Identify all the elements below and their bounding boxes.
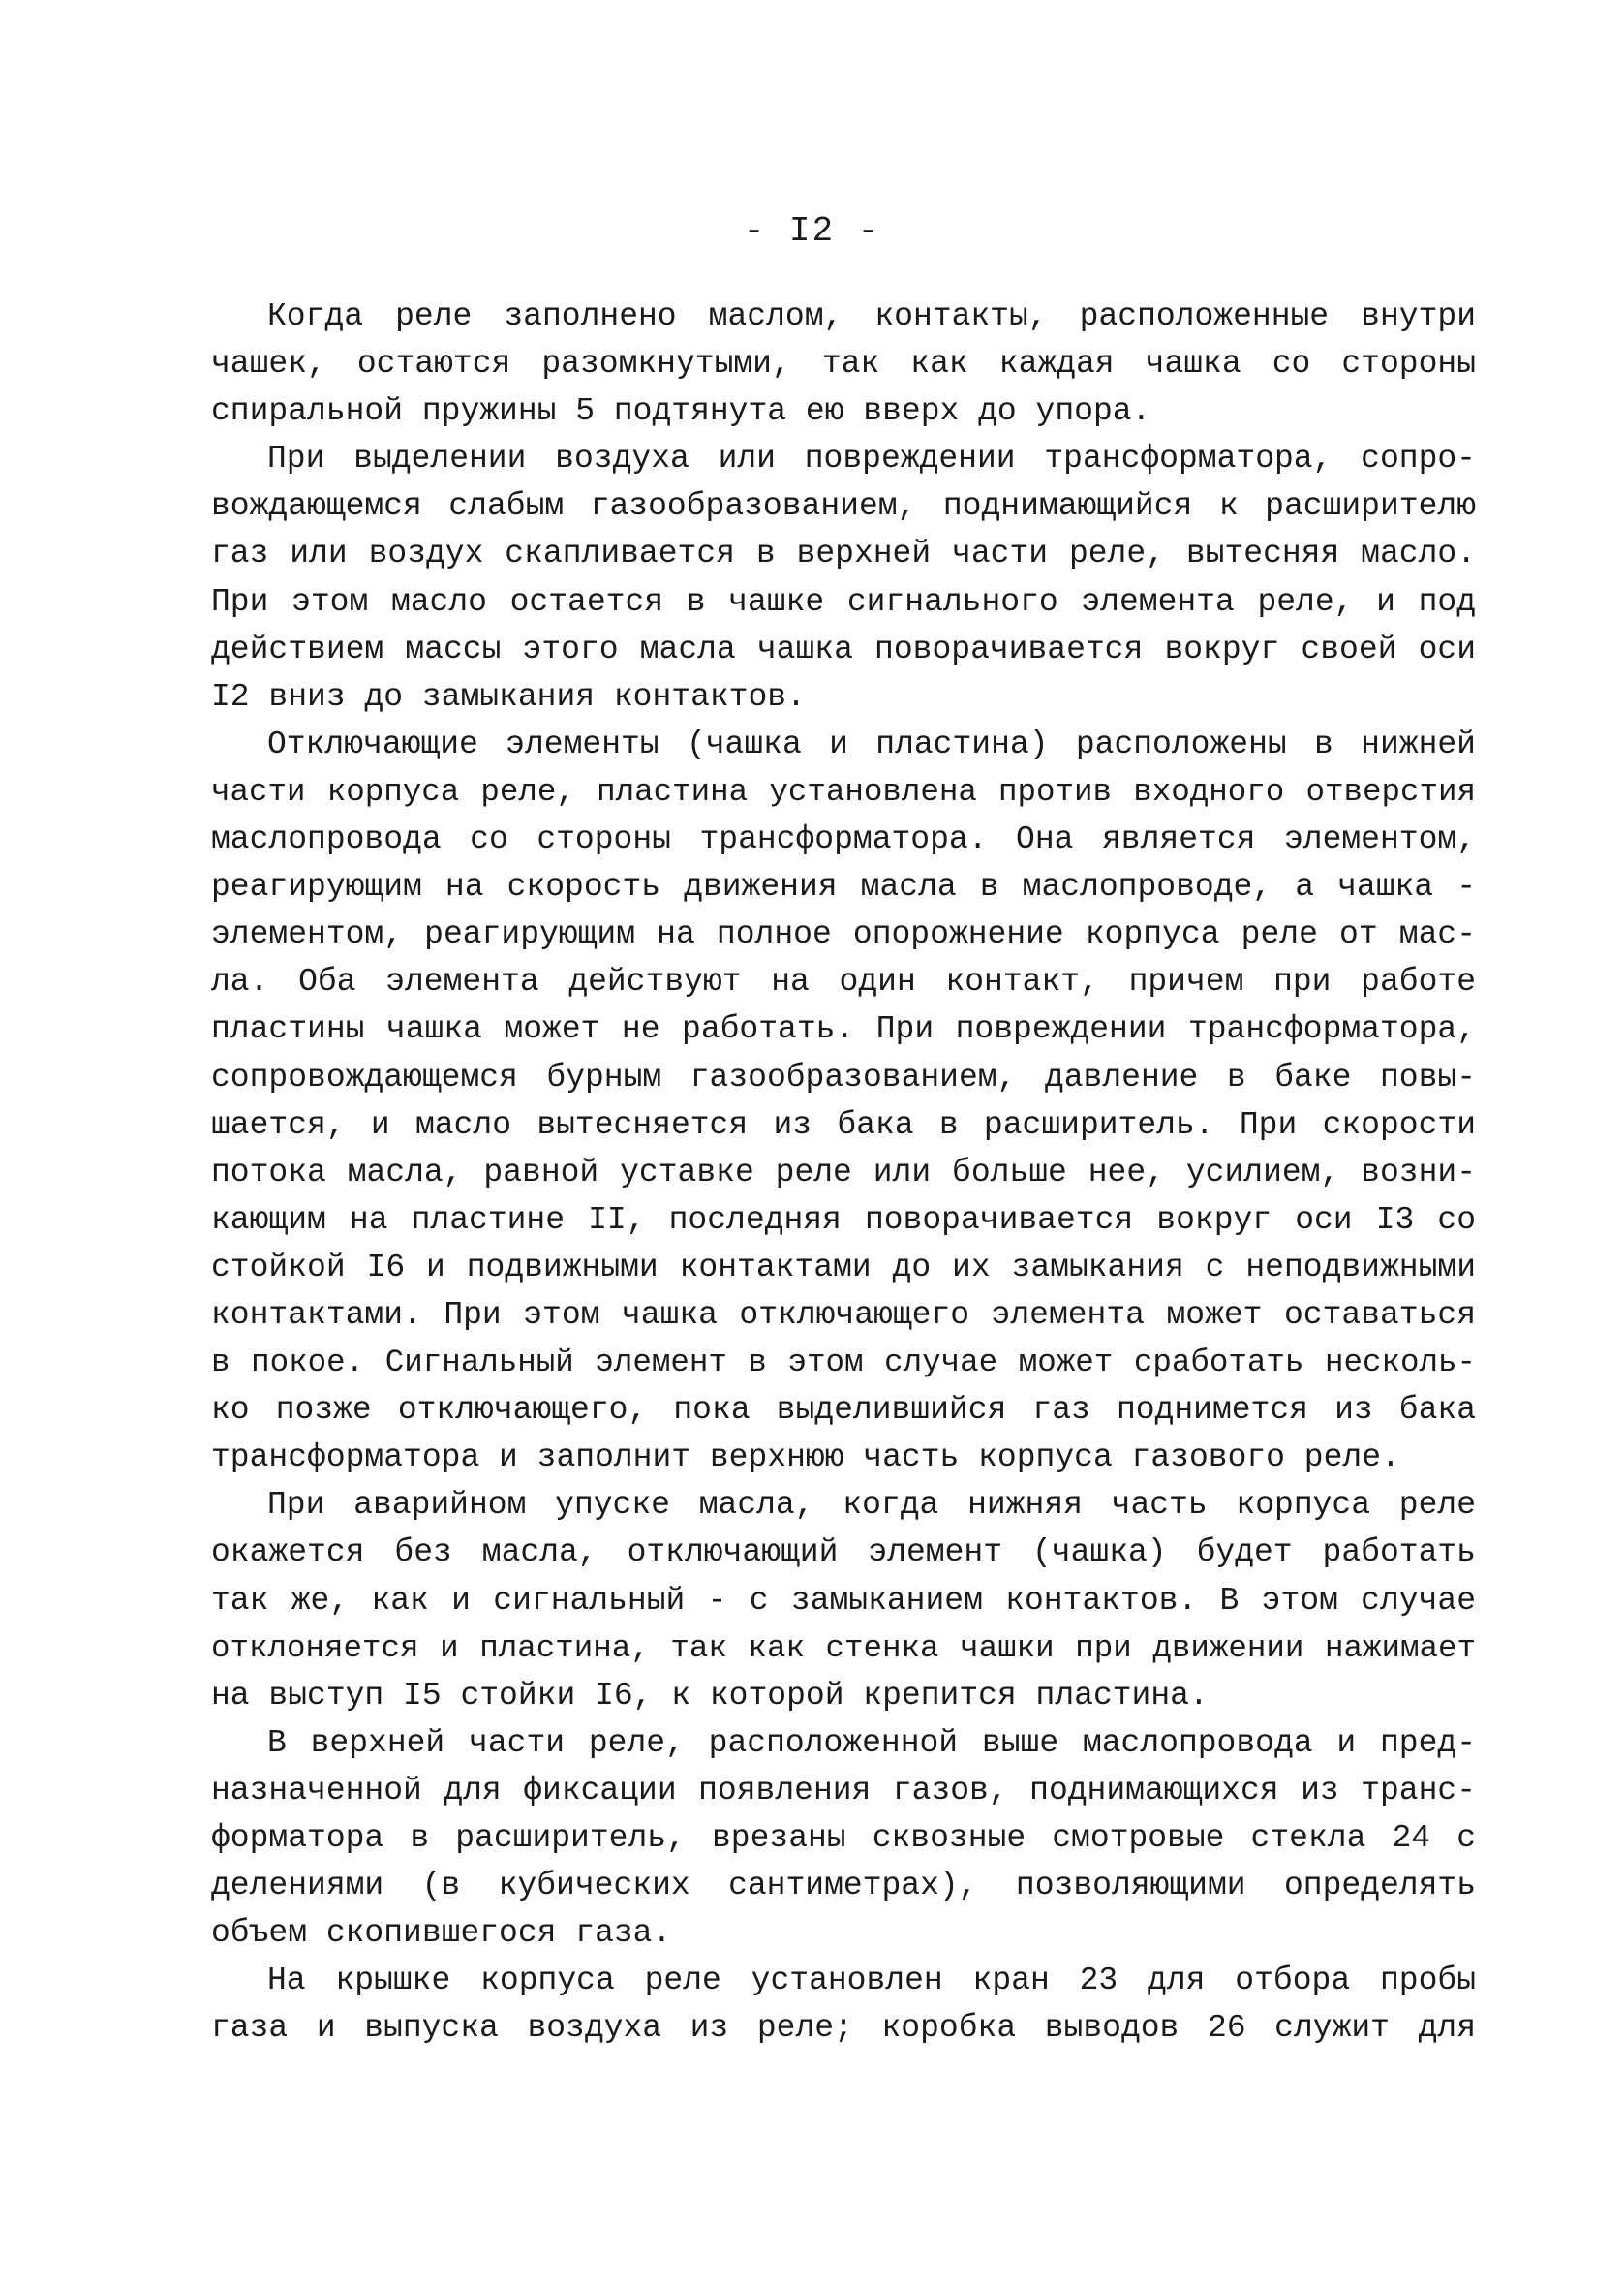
text-line: Отключающие элементы (чашка и пластина) расположены в нижней xyxy=(267,726,1476,762)
text-line: так же, как и сигнальный - с замыканием контактов. В этом случае xyxy=(211,1582,1476,1619)
text-line: При выделении воздуха или повреждении трансформатора, сопро- xyxy=(267,441,1476,478)
body-text xyxy=(211,293,1476,2052)
text-line: спиральной пружины 5 подтянута ею вверх до упора. xyxy=(211,393,1151,430)
text-line: ко позже отключающего, пока выделившийся газ поднимется из бака xyxy=(211,1392,1476,1429)
text-line: На крышке корпуса реле установлен кран 23 для отбора пробы xyxy=(267,1963,1476,1999)
text-line: сопровождающемся бурным газообразованием, давление в баке повы- xyxy=(211,1059,1476,1096)
text-line: При аварийном упуске масла, когда нижняя часть корпуса реле xyxy=(267,1487,1476,1524)
text-line: отклоняется и пластина, так как стенка чашки при движении нажимает xyxy=(211,1629,1476,1666)
text-line: назначенной для фиксации появления газов, поднимающихся из транс- xyxy=(211,1772,1476,1809)
text-line: форматора в расширитель, врезаны сквозные смотровые стекла 24 с xyxy=(211,1820,1476,1856)
text-line: В верхней части реле, расположенной выше маслопровода и пред- xyxy=(267,1724,1476,1761)
text-line: пластины чашка может не работать. При повреждении трансформатора, xyxy=(211,1011,1476,1048)
text-line: контактами. При этом чашка отключающего элемента может оставаться xyxy=(211,1296,1476,1333)
text-line: стойкой I6 и подвижными контактами до их замыкания с неподвижными xyxy=(211,1249,1476,1285)
text-line: потока масла, равной уставке реле или больше нее, усилием, возни- xyxy=(211,1154,1476,1190)
text-line: чашек, остаются разомкнутыми, так как каждая чашка со стороны xyxy=(211,346,1476,383)
text-line: элементом, реагирующим на полное опорожнение корпуса реле от мас- xyxy=(211,916,1476,953)
text-line: маслопровода со стороны трансформатора. Она является элементом, xyxy=(211,821,1476,858)
text-line: газа и выпуска воздуха из реле; коробка выводов 26 служит для xyxy=(211,2010,1476,2047)
text-line: кающим на пластине II, последняя поворачивается вокруг оси I3 со xyxy=(211,1201,1476,1238)
text-line: газ или воздух скапливается в верхней части реле, вытесняя масло. xyxy=(211,536,1476,572)
text-line: делениями (в кубических сантиметрах), позволяющими определять xyxy=(211,1868,1476,1904)
text-line: Когда реле заполнено маслом, контакты, расположенные внутри xyxy=(267,298,1476,334)
text-line: реагирующим на скорость движения масла в маслопроводе, а чашка - xyxy=(211,869,1476,906)
text-line: части корпуса реле, пластина установлена против входного отверстия xyxy=(211,773,1476,810)
text-line: При этом масло остается в чашке сигнального элемента реле, и под xyxy=(211,583,1476,620)
text-line: шается, и масло вытесняется из бака в расширитель. При скорости xyxy=(211,1106,1476,1143)
text-line: действием массы этого масла чашка поворачивается вокруг своей оси xyxy=(211,631,1476,667)
text-line: трансформатора и заполнит верхнюю часть корпуса газового реле. xyxy=(211,1439,1400,1476)
text-line: на выступ I5 стойки I6, к которой крепится пластина. xyxy=(211,1677,1209,1714)
text-line: объем скопившегося газа. xyxy=(211,1915,672,1952)
text-line: I2 вниз до замыкания контактов. xyxy=(211,678,806,715)
page-number: - I2 - xyxy=(743,211,881,251)
text-line: в покое. Сигнальный элемент в этом случае может сработать несколь- xyxy=(211,1345,1476,1381)
text-line: ла. Оба элемента действуют на один контакт, причем при работе xyxy=(211,964,1476,1001)
text-line: вождающемся слабым газообразованием, поднимающийся к расширителю xyxy=(211,488,1476,525)
text-line: окажется без масла, отключающий элемент (чашка) будет работать xyxy=(211,1534,1476,1571)
